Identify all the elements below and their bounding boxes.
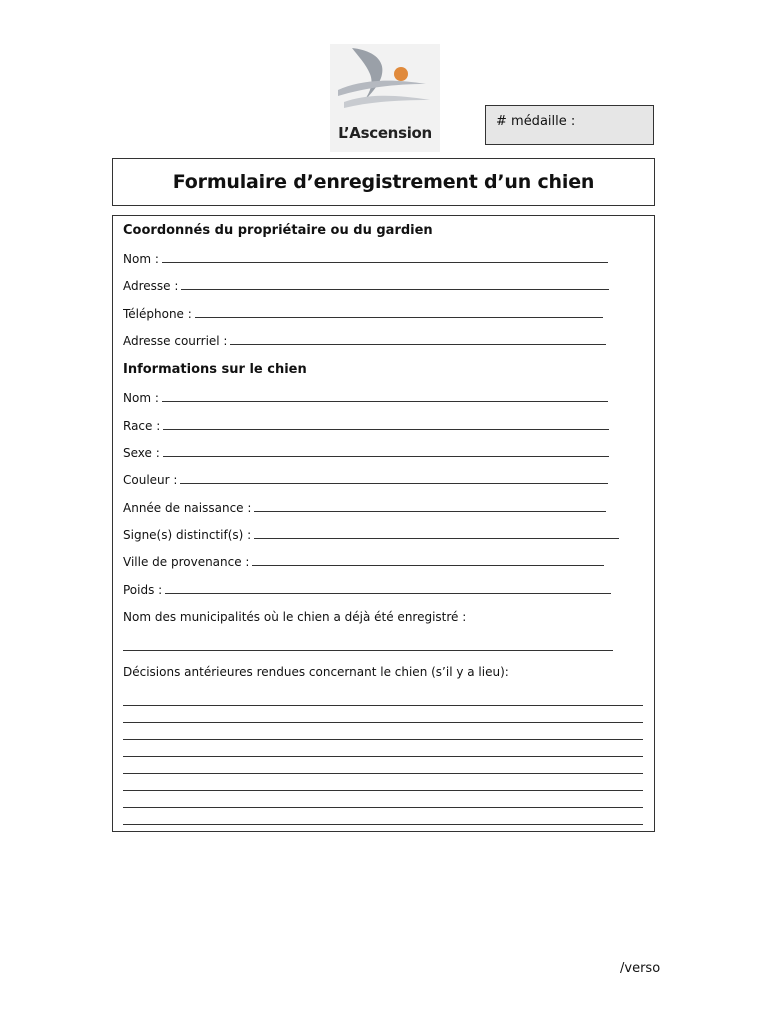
dog-distinctive-signs-field[interactable] <box>123 528 644 542</box>
fill-line[interactable] <box>254 511 606 512</box>
decisions-line[interactable] <box>123 756 643 757</box>
fill-line[interactable] <box>163 456 609 457</box>
field-label: Sexe : <box>123 446 160 460</box>
dog-name-field[interactable] <box>123 391 644 405</box>
owner-address-field[interactable] <box>123 279 644 293</box>
fill-line[interactable] <box>162 262 608 263</box>
field-label: Nom : <box>123 391 159 405</box>
dog-weight-field[interactable] <box>123 583 644 597</box>
dog-breed-field[interactable] <box>123 419 644 433</box>
decisions-line[interactable] <box>123 739 643 740</box>
form-box <box>112 215 655 832</box>
owner-email-field[interactable] <box>123 334 644 348</box>
dog-origin-city-field[interactable] <box>123 555 644 569</box>
owner-section-heading: Coordonnés du propriétaire ou du gardien <box>123 223 433 238</box>
ascension-logo <box>330 44 440 152</box>
field-label: Adresse : <box>123 279 179 293</box>
medal-label: # médaille : <box>496 114 576 129</box>
fill-line[interactable] <box>165 593 611 594</box>
dog-section-heading: Informations sur le chien <box>123 362 307 377</box>
field-label: Race : <box>123 419 161 433</box>
dog-color-field[interactable] <box>123 473 644 487</box>
decisions-line[interactable] <box>123 807 643 808</box>
decisions-line[interactable] <box>123 773 643 774</box>
decisions-line[interactable] <box>123 824 643 825</box>
field-label: Couleur : <box>123 473 178 487</box>
fill-line[interactable] <box>230 344 606 345</box>
fill-line[interactable] <box>254 538 619 539</box>
municipalities-line[interactable] <box>123 650 613 651</box>
field-label: Téléphone : <box>123 307 192 321</box>
owner-phone-field[interactable] <box>123 307 644 321</box>
field-label: Adresse courriel : <box>123 334 228 348</box>
field-label: Signe(s) distinctif(s) : <box>123 528 252 542</box>
decisions-line[interactable] <box>123 705 643 706</box>
municipalities-label: Nom des municipalités où le chien a déjà été enregistré : <box>123 610 467 624</box>
dog-birth-year-field[interactable] <box>123 501 644 515</box>
decisions-label: Décisions antérieures rendues concernant le chien (s’il y a lieu): <box>123 665 509 679</box>
fill-line[interactable] <box>252 565 604 566</box>
dog-sex-field[interactable] <box>123 446 644 460</box>
decisions-line[interactable] <box>123 790 643 791</box>
fill-line[interactable] <box>162 401 608 402</box>
decisions-line[interactable] <box>123 722 643 723</box>
title-box <box>112 158 655 206</box>
fill-line[interactable] <box>181 289 609 290</box>
logo-swoosh-icon <box>330 44 440 129</box>
fill-line[interactable] <box>195 317 603 318</box>
fill-line[interactable] <box>163 429 609 430</box>
field-label: Année de naissance : <box>123 501 252 515</box>
page-title: Formulaire d’enregistrement d’un chien <box>172 171 595 193</box>
medal-number-field[interactable] <box>485 105 654 145</box>
owner-name-field[interactable] <box>123 252 644 266</box>
field-label: Nom : <box>123 252 159 266</box>
logo-text: L’Ascension <box>338 124 432 142</box>
field-label: Poids : <box>123 583 163 597</box>
field-label: Ville de provenance : <box>123 555 250 569</box>
fill-line[interactable] <box>180 483 608 484</box>
verso-label: /verso <box>620 961 661 976</box>
